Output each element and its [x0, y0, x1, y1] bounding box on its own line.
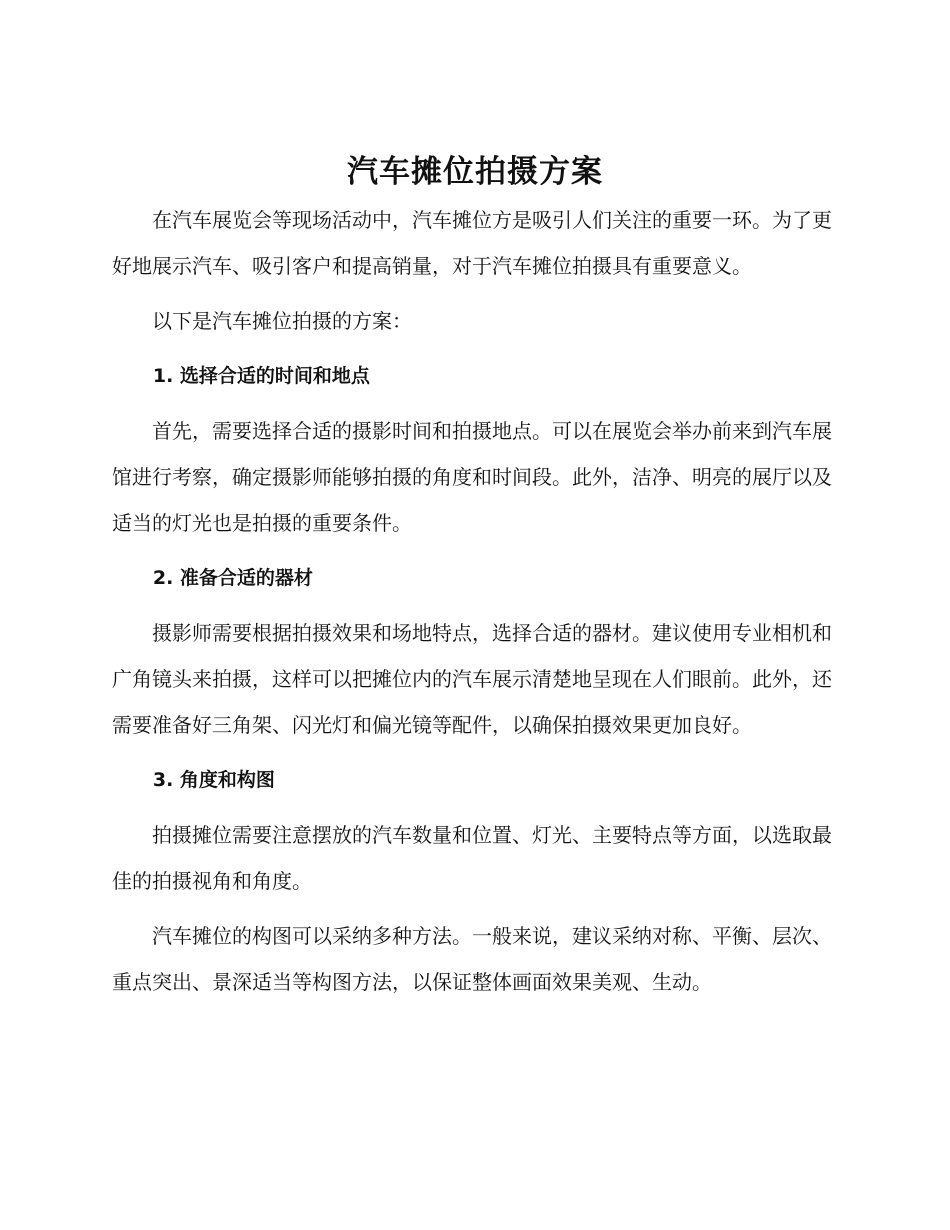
- intro-paragraph: 在汽车展览会等现场活动中，汽车摊位方是吸引人们关注的重要一环。为了更好地展示汽车、吸引客户和提高销量，对于汽车摊位拍摄具有重要意义。: [112, 208, 832, 278]
- section-paragraph: 摄影师需要根据拍摄效果和场地特点，选择合适的器材。建议使用专业相机和广角镜头来拍摄，这样可以把摊位内的汽车展示清楚地呈现在人们眼前。此外，还需要准备好三角架、闪光灯和偏光镜等配件，以确保拍摄效果更加良好。: [112, 621, 832, 737]
- lead-paragraph: 以下是汽车摊位拍摄的方案：: [152, 309, 412, 333]
- section-2: [112, 555, 832, 748]
- document-body: [112, 197, 832, 1005]
- section-heading: 1. 选择合适的时间和地点: [152, 365, 370, 387]
- section-heading: 3. 角度和构图: [152, 769, 275, 791]
- document-title: 汽车摊位拍摄方案: [347, 154, 603, 190]
- section-paragraph: 拍摄摊位需要注意摆放的汽车数量和位置、灯光、主要特点等方面，以选取最佳的拍摄视角和角度。: [112, 823, 832, 893]
- section-3: [112, 757, 832, 1005]
- section-heading: 2. 准备合适的器材: [152, 567, 313, 589]
- section-1: [112, 353, 832, 546]
- section-paragraph: 首先，需要选择合适的摄影时间和拍摄地点。可以在展览会举办前来到汽车展馆进行考察，确定摄影师能够拍摄的角度和时间段。此外，洁净、明亮的展厅以及适当的灯光也是拍摄的重要条件。: [112, 419, 832, 535]
- section-paragraph: 汽车摊位的构图可以采纳多种方法。一般来说，建议采纳对称、平衡、层次、重点突出、景深适当等构图方法，以保证整体画面效果美观、生动。: [112, 924, 832, 994]
